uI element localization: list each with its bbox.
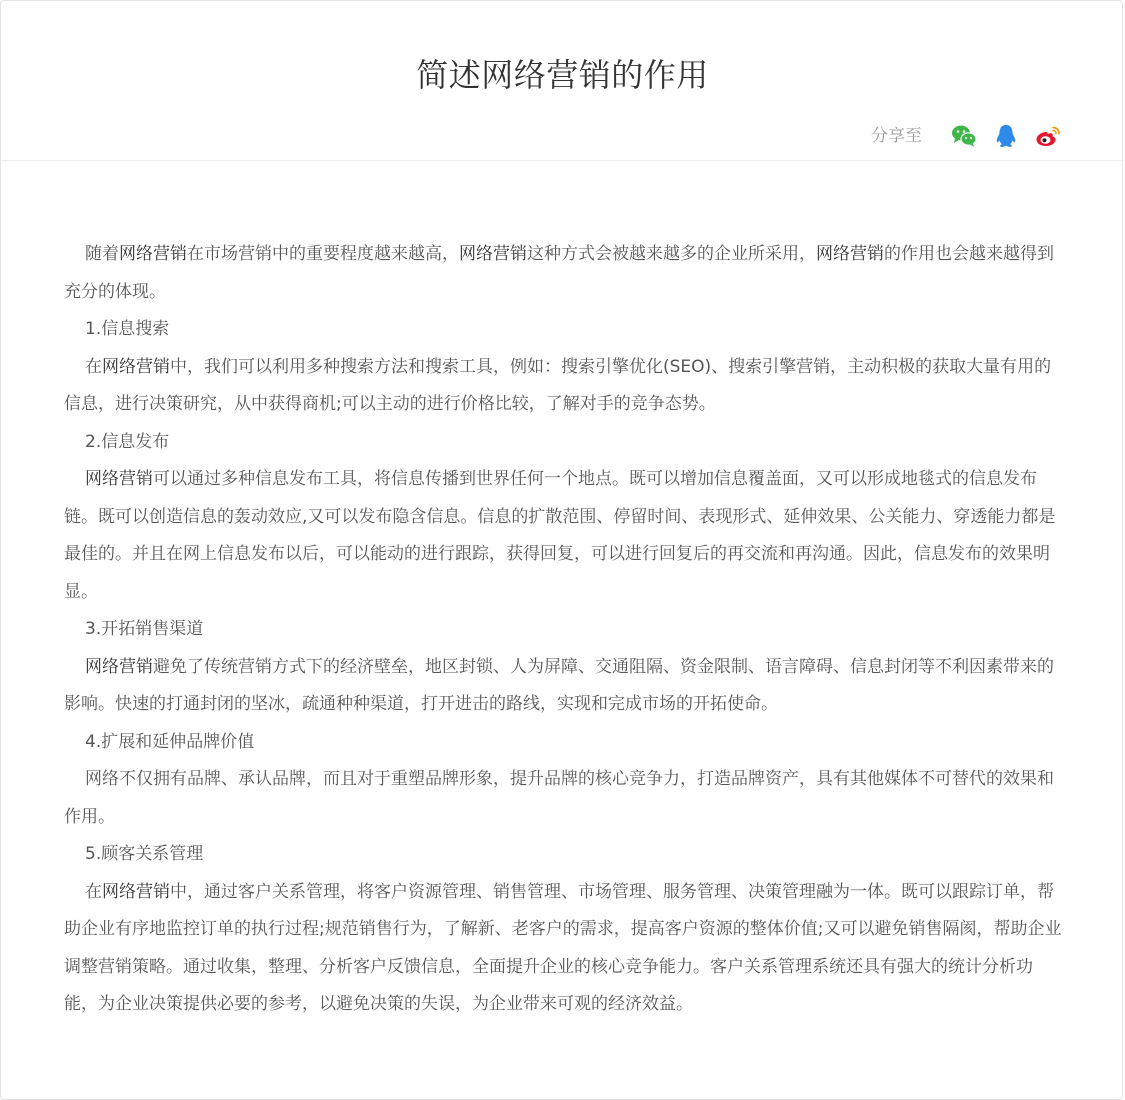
paragraph-text: 1.信息搜索 xyxy=(85,319,170,339)
weibo-icon-graphic xyxy=(1035,124,1061,148)
article-paragraph xyxy=(64,649,1064,724)
paragraph-text: 2.信息发布 xyxy=(85,431,170,452)
keyword-link[interactable]: 网络营销 xyxy=(102,356,170,377)
keyword-link[interactable]: 网络营销 xyxy=(459,244,527,264)
article-paragraph xyxy=(64,236,1064,311)
article-paragraph xyxy=(64,874,1064,1024)
article-paragraph xyxy=(64,761,1064,836)
paragraph-text: 5.顾客关系管理 xyxy=(85,844,204,864)
paragraph-text: 在市场营销中的重要程度越来越高， xyxy=(187,244,459,264)
keyword-link[interactable]: 网络营销 xyxy=(85,656,153,677)
paragraph-text: 中，我们可以利用多种搜索方法和搜索工具，例如：搜索引擎优化(SEO)、搜索引擎营销，主动积极的获取大量有用的信息，进行决策研究，从中获得商机;可以主动的进行价格比较，了解对手的竞争态势。 xyxy=(64,356,1052,414)
wechat-icon[interactable] xyxy=(950,122,978,150)
article-paragraph xyxy=(64,611,1064,649)
keyword-link[interactable]: 网络营销 xyxy=(816,244,884,264)
qq-icon-graphic xyxy=(995,124,1017,148)
article-paragraph xyxy=(64,461,1064,611)
paragraph-text: 的作用也会越来越得到充分的体现。 xyxy=(64,244,1054,302)
paragraph-text: 3.开拓销售渠道 xyxy=(85,619,204,639)
paragraph-text: 这种方式会被越来越多的企业所采用， xyxy=(527,244,816,264)
paragraph-text: 在 xyxy=(85,881,102,902)
article-paragraph xyxy=(64,424,1064,462)
article-paragraph xyxy=(64,836,1064,874)
qq-icon[interactable] xyxy=(992,122,1020,150)
share-bar xyxy=(871,122,1062,150)
keyword-link[interactable]: 网络营销 xyxy=(102,881,170,902)
weibo-icon[interactable] xyxy=(1034,122,1062,150)
keyword-link[interactable]: 网络营销 xyxy=(85,469,153,489)
page-title: 简述网络营销的作用 xyxy=(416,56,709,94)
article-paragraph xyxy=(64,349,1064,424)
paragraph-text: 4.扩展和延伸品牌价值 xyxy=(85,731,255,752)
article-body xyxy=(64,236,1064,1024)
article-header xyxy=(1,1,1124,161)
article-paragraph xyxy=(64,724,1064,762)
paragraph-text: 中，通过客户关系管理，将客户资源管理、销售管理、市场管理、服务管理、决策管理融为一体。既可以跟踪订单，帮助企业有序地监控订单的执行过程;规范销售行为，了解新、老客户的需求，提高客户资源的整体价值;又可以避免销售隔阂，帮助企业调整营销策略。通过收集，整理、分析客户反馈信息，全面提升企业的核心竞争能力。客户关系管理系统还具有强大的统计分析功能，为企业决策提供必要的参考，以避免决策的失误，为企业带来可观的经济效益。 xyxy=(64,881,1062,1014)
paragraph-text: 避免了传统营销方式下的经济壁垒，地区封锁、人为屏障、交通阻隔、资金限制、语言障碍、信息封闭等不利因素带来的影响。快速的打通封闭的坚冰，疏通种种渠道，打开进击的路线，实现和完成市场的开拓使命。 xyxy=(64,656,1054,714)
article-paragraph xyxy=(64,311,1064,349)
keyword-link[interactable]: 网络营销 xyxy=(119,244,187,264)
paragraph-text: 在 xyxy=(85,356,102,377)
paragraph-text: 网络不仅拥有品牌、承认品牌，而且对于重塑品牌形象，提升品牌的核心竞争力，打造品牌资产，具有其他媒体不可替代的效果和作用。 xyxy=(64,769,1054,827)
paragraph-text: 随着 xyxy=(85,244,119,264)
share-label: 分享至 xyxy=(871,126,922,146)
wechat-icon-graphic xyxy=(951,124,977,148)
paragraph-text: 可以通过多种信息发布工具，将信息传播到世界任何一个地点。既可以增加信息覆盖面，又可以形成地毯式的信息发布链。既可以创造信息的轰动效应,又可以发布隐含信息。信息的扩散范围、停留时间、表现形式、延伸效果、公关能力、穿透能力都是最佳的。并且在网上信息发布以后，可以能动的进行跟踪，获得回复，可以进行回复后的再交流和再沟通。因此，信息发布的效果明显。 xyxy=(64,469,1056,602)
